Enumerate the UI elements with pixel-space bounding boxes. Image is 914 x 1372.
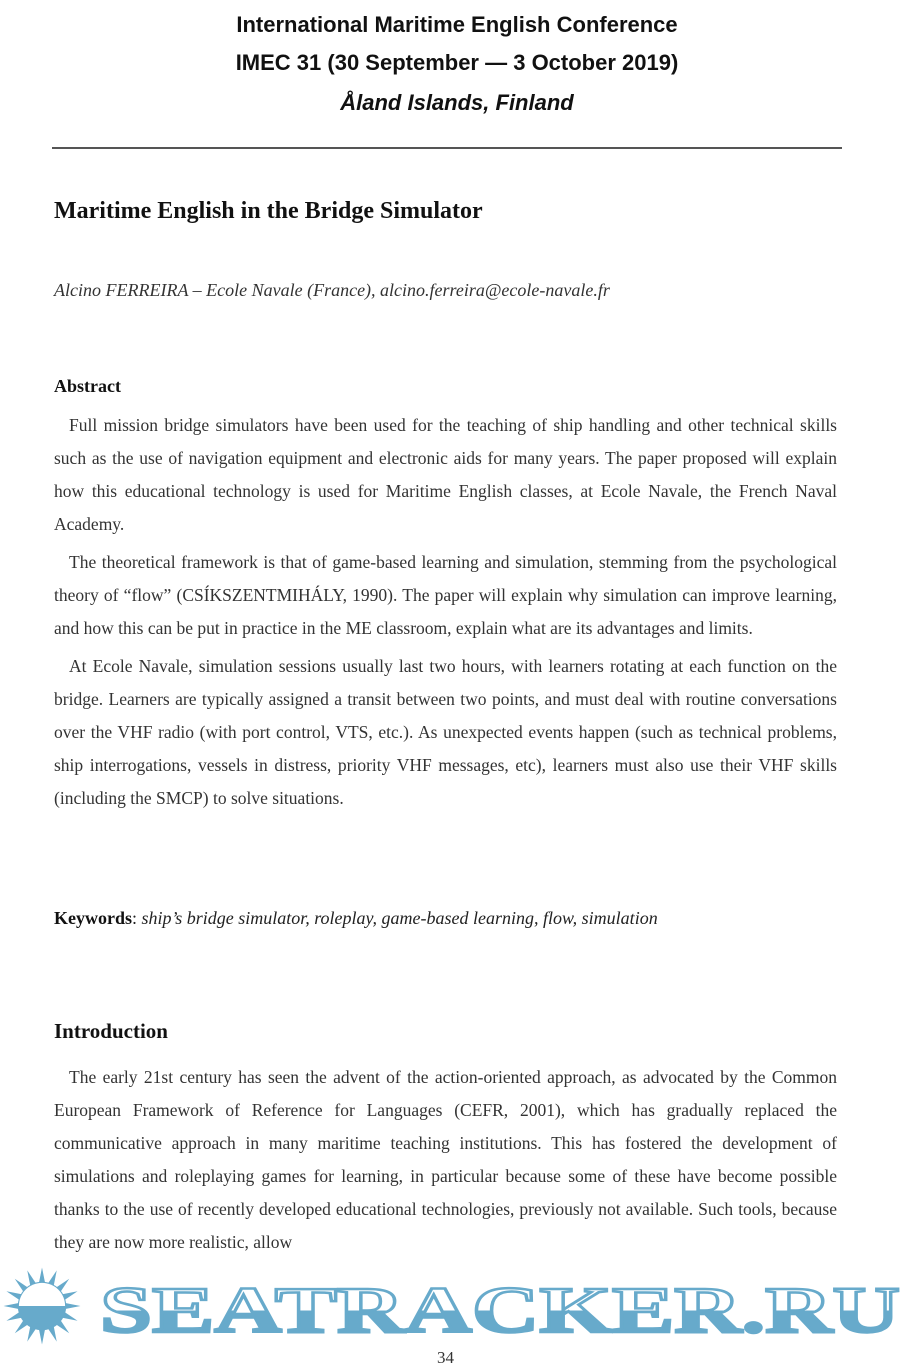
keywords (54, 908, 837, 929)
abstract-paragraph: At Ecole Navale, simulation sessions usually last two hours, with learners rotating at each function on the bridge. Learners are typically assigned a transit between two points, and must deal with routine conversations over the VHF radio (with port control, VTS, etc.). As unexpected events happen (such as technical problems, ship interrogations, vessels in distress, priority VHF messages, etc), learners must also use their VHF skills (including the SMCP) to solve situations. (54, 656, 837, 808)
watermark-logo (0, 1266, 914, 1346)
keywords-label: Keywords (54, 908, 132, 928)
conference-location: Åland Islands, Finland (340, 90, 574, 115)
introduction-paragraph: The early 21st century has seen the advent of the action-oriented approach, as advocated by the Common European Framework of Reference for Languages (CEFR, 2001), which has gradually replaced the communicative approach in many maritime teaching institutions. This has fostered the development of simulations and roleplaying games for learning, in particular because some of these have become possible thanks to the use of recently developed educational technologies, previously not available. Such tools, because they are now more realistic, allow (54, 1067, 837, 1252)
author-line: Alcino FERREIRA – Ecole Navale (France), alcino.ferreira@ecole-navale.fr (54, 280, 610, 300)
paper-title: Maritime English in the Bridge Simulator (54, 198, 483, 224)
page-number: 34 (437, 1348, 454, 1367)
introduction-heading: Introduction (54, 1019, 168, 1043)
conference-dates: IMEC 31 (30 September — 3 October 2019) (235, 50, 679, 75)
keywords-value: ship’s bridge simulator, roleplay, game-based learning, flow, simulation (141, 908, 658, 928)
keywords-sep: : (132, 908, 142, 928)
introduction-body (54, 1061, 837, 1264)
abstract-heading: Abstract (54, 376, 121, 396)
abstract-body (54, 409, 837, 820)
watermark-text: SEATRACKER.RU (100, 1274, 900, 1346)
conference-name: International Maritime English Conference (236, 12, 678, 37)
sun-icon (3, 1268, 80, 1345)
abstract-paragraph: Full mission bridge simulators have been used for the teaching of ship handling and other technical skills such as the use of navigation equipment and electronic aids for many years. The paper proposed will explain how this educational technology is used for Maritime English classes, at Ecole Navale, the French Naval Academy. (54, 415, 837, 534)
header-rule (52, 147, 842, 149)
abstract-paragraph: The theoretical framework is that of game-based learning and simulation, stemming from the psychological theory of “flow” (CSÍKSZENTMIHÁLY, 1990). The paper will explain why simulation can improve learning, and how this can be put in practice in the ME classroom, explain what are its advantages and limits. (54, 552, 837, 638)
